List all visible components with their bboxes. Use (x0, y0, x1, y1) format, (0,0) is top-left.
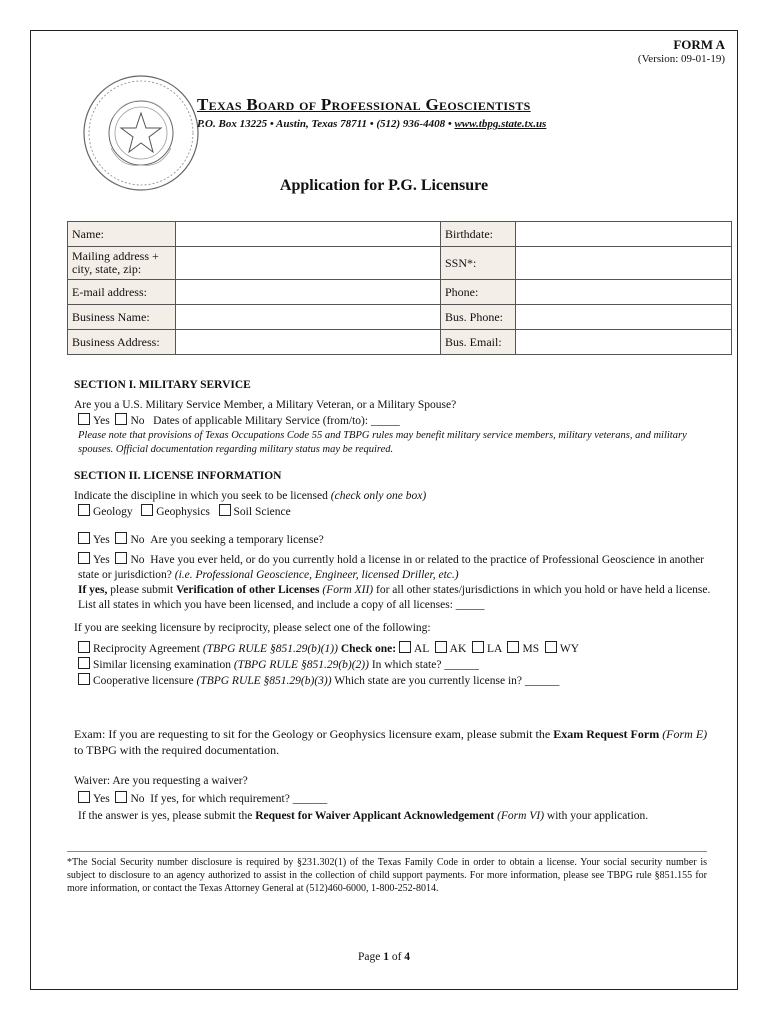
reciprocity-label: Reciprocity Agreement (93, 643, 200, 655)
exam-form-name: Exam Request Form (553, 727, 660, 741)
table-row (68, 247, 732, 280)
business-email-label: Bus. Email: (441, 330, 516, 355)
section-military (74, 378, 714, 457)
geology-checkbox[interactable] (78, 504, 90, 516)
business-address-field[interactable] (176, 330, 441, 355)
waiver-yes-checkbox[interactable] (78, 791, 90, 803)
state-al-label: AL (413, 643, 429, 655)
waiver-requirement: If yes, for which requirement? ______ (150, 793, 328, 805)
discipline-prompt: Indicate the discipline in which you seek to be licensed (74, 490, 328, 502)
board-name: Texas Board of Professional Geoscientists (197, 95, 531, 114)
state-ak-label: AK (449, 643, 467, 655)
phone-field[interactable] (516, 280, 732, 305)
board-website-link[interactable]: www.tbpg.state.tx.us (454, 118, 547, 130)
state-ms-checkbox[interactable] (507, 641, 519, 653)
board-address-line (197, 118, 546, 130)
temp-question: Are you seeking a temporary license? (150, 534, 324, 546)
birthdate-label: Birthdate: (441, 222, 516, 247)
state-wy-label: WY (559, 643, 580, 655)
waiver-instr-text: If the answer is yes, please submit the (78, 810, 253, 822)
mailing-address-label: Mailing address + city, state, zip: (68, 247, 176, 280)
name-field[interactable] (176, 222, 441, 247)
cooperative-rule: (TBPG RULE §851.29(b)(3)) (196, 675, 332, 687)
military-yes-label: Yes (93, 415, 110, 427)
check-one-label: Check one: (340, 643, 397, 655)
similar-exam-row (74, 657, 714, 673)
geophysics-checkbox[interactable] (141, 504, 153, 516)
waiver-instructions (74, 809, 714, 824)
waiver-answer-row (74, 791, 714, 807)
similar-exam-rule: (TBPG RULE §851.29(b)(2)) (233, 659, 369, 671)
temp-no-label: No (130, 534, 145, 546)
held-no-label: No (130, 554, 145, 566)
held-license-row (74, 552, 714, 583)
held-question: Have you ever held, or do you currently hold a license in or related to the practice of Professional Geoscience in another state or jurisdiction? (78, 554, 705, 581)
state-la-label: LA (487, 643, 502, 655)
waiver-yes-label: Yes (93, 793, 110, 805)
cooperative-tail: Which state are you currently license in? ______ (334, 675, 560, 687)
business-email-field[interactable] (516, 330, 732, 355)
waiver-question: Waiver: Are you requesting a waiver? (74, 775, 248, 787)
temp-yes-label: Yes (93, 534, 110, 546)
business-phone-field[interactable] (516, 305, 732, 330)
waiver-form-id: (Form VI) (497, 810, 545, 822)
ssn-footnote: *The Social Security number disclosure is required by §231.302(1) of the Texas Family Code in order to obtain a license. Your social security number is subject to disclosure to an agency authorized to assist in the collection of child support payments. For more information, please see TBPG rule §851.155 for more information, or contact the Texas Attorney General at (512)460-6000, 1-800-252-8014. (67, 851, 707, 895)
ifyes-submit: please submit (110, 584, 174, 596)
birthdate-field[interactable] (516, 222, 732, 247)
geology-label: Geology (93, 506, 133, 518)
state-ms-label: MS (522, 643, 540, 655)
form-identifier (638, 37, 725, 65)
board-seal-icon (81, 73, 201, 193)
table-row (68, 222, 732, 247)
temporary-license-row (74, 532, 714, 548)
page-sep: of (391, 951, 402, 963)
section1-heading: SECTION I. MILITARY SERVICE (74, 379, 251, 391)
exam-instructions (74, 726, 714, 758)
military-answer-row (74, 413, 714, 429)
page-number (31, 951, 737, 963)
state-la-checkbox[interactable] (472, 641, 484, 653)
verification-form-name: Verification of other Licenses (176, 584, 320, 596)
held-no-checkbox[interactable] (115, 552, 127, 564)
discipline-options (74, 504, 714, 520)
phone-label: Phone: (441, 280, 516, 305)
name-label: Name: (68, 222, 176, 247)
state-al-checkbox[interactable] (399, 641, 411, 653)
waiver-instr-tail: with your application. (546, 810, 649, 822)
held-hint: (i.e. Professional Geoscience, Engineer, licensed Driller, etc.) (174, 569, 459, 581)
board-header (197, 95, 546, 130)
business-phone-label: Bus. Phone: (441, 305, 516, 330)
table-row (68, 330, 732, 355)
form-id: FORM A (673, 37, 725, 52)
military-dates: Dates of applicable Military Service (from/to): _____ (153, 415, 400, 427)
section-license (74, 469, 714, 689)
exam-form-id: (Form E) (662, 727, 708, 741)
page-current: 1 (383, 951, 389, 963)
business-name-label: Business Name: (68, 305, 176, 330)
page-title: Application for P.G. Licensure (279, 177, 489, 194)
table-row (68, 305, 732, 330)
page-total: 4 (404, 951, 411, 963)
held-yes-checkbox[interactable] (78, 552, 90, 564)
held-yes-label: Yes (93, 554, 110, 566)
business-address-label: Business Address: (68, 330, 176, 355)
military-no-label: No (130, 415, 145, 427)
ifyes-lead: If yes, (78, 584, 108, 596)
temp-yes-checkbox[interactable] (78, 532, 90, 544)
similar-exam-tail: In which state? ______ (371, 659, 479, 671)
discipline-prompt-row (74, 489, 714, 504)
waiver-section (74, 774, 714, 824)
cooperative-checkbox[interactable] (78, 673, 90, 685)
reciprocity-row (74, 641, 714, 657)
geophysics-label: Geophysics (156, 506, 210, 518)
ssn-label: SSN*: (441, 247, 516, 280)
ssn-field[interactable] (516, 247, 732, 280)
section2-heading: SECTION II. LICENSE INFORMATION (74, 470, 282, 482)
email-label: E-mail address: (68, 280, 176, 305)
applicant-info-table (67, 221, 732, 355)
similar-exam-checkbox[interactable] (78, 657, 90, 669)
mailing-address-field[interactable] (176, 247, 441, 280)
military-question: Are you a U.S. Military Service Member, a Military Veteran, or a Military Spouse? (74, 399, 457, 411)
form-version: (Version: 09-01-19) (637, 53, 725, 65)
exam-text: Exam: If you are requesting to sit for the Geology or Geophysics licensure exam, please submit the (74, 727, 551, 741)
table-row (68, 280, 732, 305)
reciprocity-prompt: If you are seeking licensure by reciprocity, please select one of the following: (74, 622, 431, 634)
page-prefix: Page (357, 951, 381, 963)
verification-tail: for all other states/jurisdictions in which you hold or have held a license. List all states in which you have been licensed, and include a copy of all licenses: _____ (78, 584, 711, 611)
military-note: Please note that provisions of Texas Occupations Code 55 and TBPG rules may benefit military service members, military veterans, and military spouses. Official documentation regarding military status may be required. (78, 430, 687, 455)
military-no-checkbox[interactable] (115, 413, 127, 425)
email-field[interactable] (176, 280, 441, 305)
similar-exam-label: Similar licensing examination (93, 659, 231, 671)
business-name-field[interactable] (176, 305, 441, 330)
reciprocity-checkbox[interactable] (78, 641, 90, 653)
verification-instructions (74, 583, 714, 613)
temp-no-checkbox[interactable] (115, 532, 127, 544)
cooperative-row (74, 673, 714, 689)
waiver-no-checkbox[interactable] (115, 791, 127, 803)
board-address: P.O. Box 13225 • Austin, Texas 78711 • (512) 936-4408 • (197, 118, 452, 130)
cooperative-label: Cooperative licensure (93, 675, 194, 687)
military-yes-checkbox[interactable] (78, 413, 90, 425)
soil-science-label: Soil Science (233, 506, 291, 518)
state-wy-checkbox[interactable] (545, 641, 557, 653)
discipline-hint: (check only one box) (330, 490, 427, 502)
waiver-no-label: No (130, 793, 145, 805)
form-page (30, 30, 738, 990)
verification-form-id: (Form XII) (322, 584, 374, 596)
reciprocity-rule: (TBPG RULE §851.29(b)(1)) (202, 643, 338, 655)
soil-science-checkbox[interactable] (219, 504, 231, 516)
waiver-form-name: Request for Waiver Applicant Acknowledgement (255, 810, 495, 822)
state-ak-checkbox[interactable] (435, 641, 447, 653)
exam-tail: to TBPG with the required documentation. (74, 743, 280, 757)
